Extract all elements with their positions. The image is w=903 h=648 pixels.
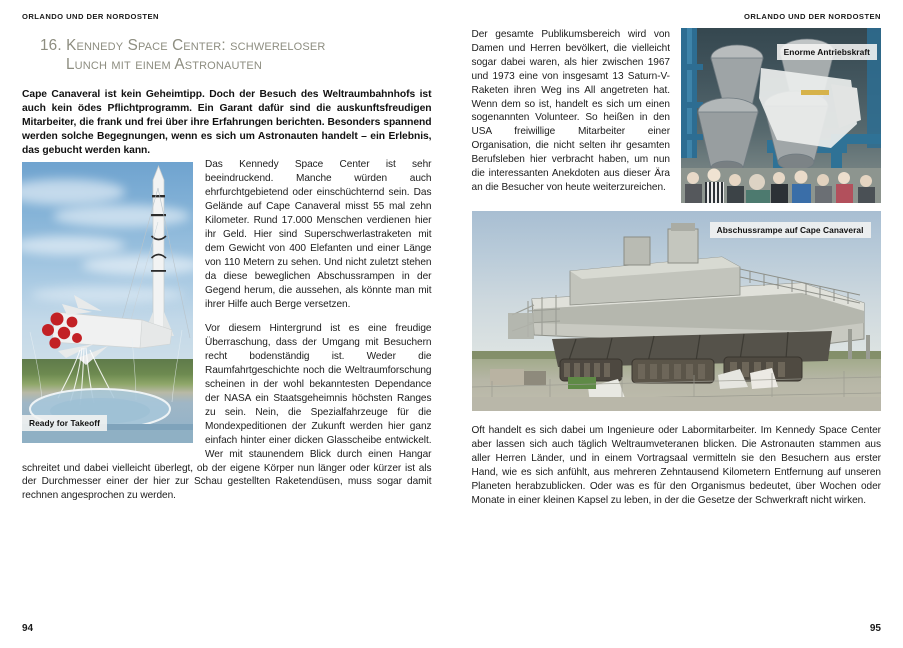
saturn-v-engines-photo — [681, 28, 881, 203]
rocket-svg — [22, 162, 193, 443]
photo-caption: Abschussrampe auf Cape Canaveral — [710, 222, 871, 238]
folio-right: 95 — [869, 623, 881, 634]
lead-paragraph: Cape Canaveral ist kein Geheimtipp. Doch der Besuch des Weltraumbahnhofs ist auch kein ödes Pflichtprogramm. Ein Garant dafür sind die auskunftsfreudigen Mitarbeiter, die frank und frei über ihre Erfahrungen berichten. Besonders spannend werden solche Begegnungen, wenn es sich um Astronauten handelt – ein Erlebnis, das gebucht werden kann. — [22, 89, 432, 157]
right-paragraph-2: Oft handelt es sich dabei um Ingenieure oder Labormitarbeiter. Im Kennedy Space Center aber lassen sich auch täglich Weltraumveteranen blicken. Die Astronauten stammen aus aller Herren Länder, und in einem Vortragsaal vermitteln sie den Besuchern aus erster Hand, wie es sich anfühlt, aus mehreren Zehntausend Kilometern Entfernung auf unseren Planeten herabzublicken. Oder was es für den Organismus bedeutet, über Wochen oder Monate in einer kleinen Kapsel zu leben, in der die Gesetze der Schwerkraft nicht wirken. — [471, 425, 881, 506]
page-right — [452, 0, 903, 648]
chapter-title-line1: Kennedy Space Center: schwereloser — [66, 37, 326, 54]
crawler-svg — [472, 211, 881, 411]
running-head-right: ORLANDO UND DER NORDOSTEN — [744, 12, 881, 21]
left-paragraph-2: Vor diesem Hintergrund ist es eine freudige Überraschung, dass der Umgang mit Besuchern recht bodenständig ist. Weder die Raumfahrtgeschichte noch die Weltraumforschung scheinen in der wohl bekanntesten Dependance der NASA ein Staatsgeheimnis höchsten Ranges zu sein. Nein, die Spezialfahrzeuge für die Mondexpeditionen der Zukunft werden hier ganz einfach hinter einer dicken Glasscheibe entwickelt. Wer mit staunendem Blick durch einen Hangar schreitet und dabei vielleicht überlegt, ob der eigene Körper nun länger oder kürzer ist als der Durchmesser einer der hier zur Schau gestellten Raketendüsen, muss sogar damit rechnen angesprochen zu werden. — [22, 323, 432, 502]
chapter-title-line2: Lunch mit einem Astronauten — [66, 56, 262, 73]
chapter-number: 16. — [40, 37, 62, 54]
running-head-left: ORLANDO UND DER NORDOSTEN — [22, 12, 159, 21]
photo-caption: Enorme Antriebskraft — [777, 44, 877, 60]
folio-left: 94 — [22, 623, 34, 634]
rocket-garden-art — [22, 162, 193, 443]
chapter-title — [40, 36, 432, 74]
crawler-transporter-photo — [472, 211, 881, 411]
photo-caption: Ready for Takeoff — [22, 415, 107, 431]
left-paragraph-1: Das Kennedy Space Center ist sehr beeindruckend. Manche würden auch ehrfurchtgebietend oder einschüchternd sein. Das Gelände auf Cape Canaveral misst 55 mal zehn Kilometer. Rund 17.000 Menschen verdienen hier ihr Geld. Hier sind Superschwerlastraketen mit dem Gewicht von 400 Elefanten und einer Länge von 110 Metern zu sehen. Und nicht zuletzt stehen da diese beweglichen Abschussrampen in der Gegend herum, die aussehen, als könnte man mit ihrer Hilfe auch Berge versetzen. — [205, 159, 432, 310]
crawler-transporter-art — [472, 211, 881, 411]
rocket-garden-photo — [22, 162, 193, 443]
right-paragraph-1: Der gesamte Publikumsbereich wird von Damen und Herren bevölkert, die vielleicht sogar dabei waren, als hier zwischen 1967 und 1973 eine von insgesamt 13 Saturn-V-Raketen ihren Weg ins All angetreten hat. Wenn dem so ist, handelt es sich um einen sogenannten Volunteer. So heißen in den USA freiwillige Mitarbeiter einer Organisation, die nicht selten ihr gesamten Berufsleben hier verbracht haben, um nun die interessanten Anekdoten aus dieser Ära an die Besucher von heute weiterzureichen. — [471, 29, 670, 193]
